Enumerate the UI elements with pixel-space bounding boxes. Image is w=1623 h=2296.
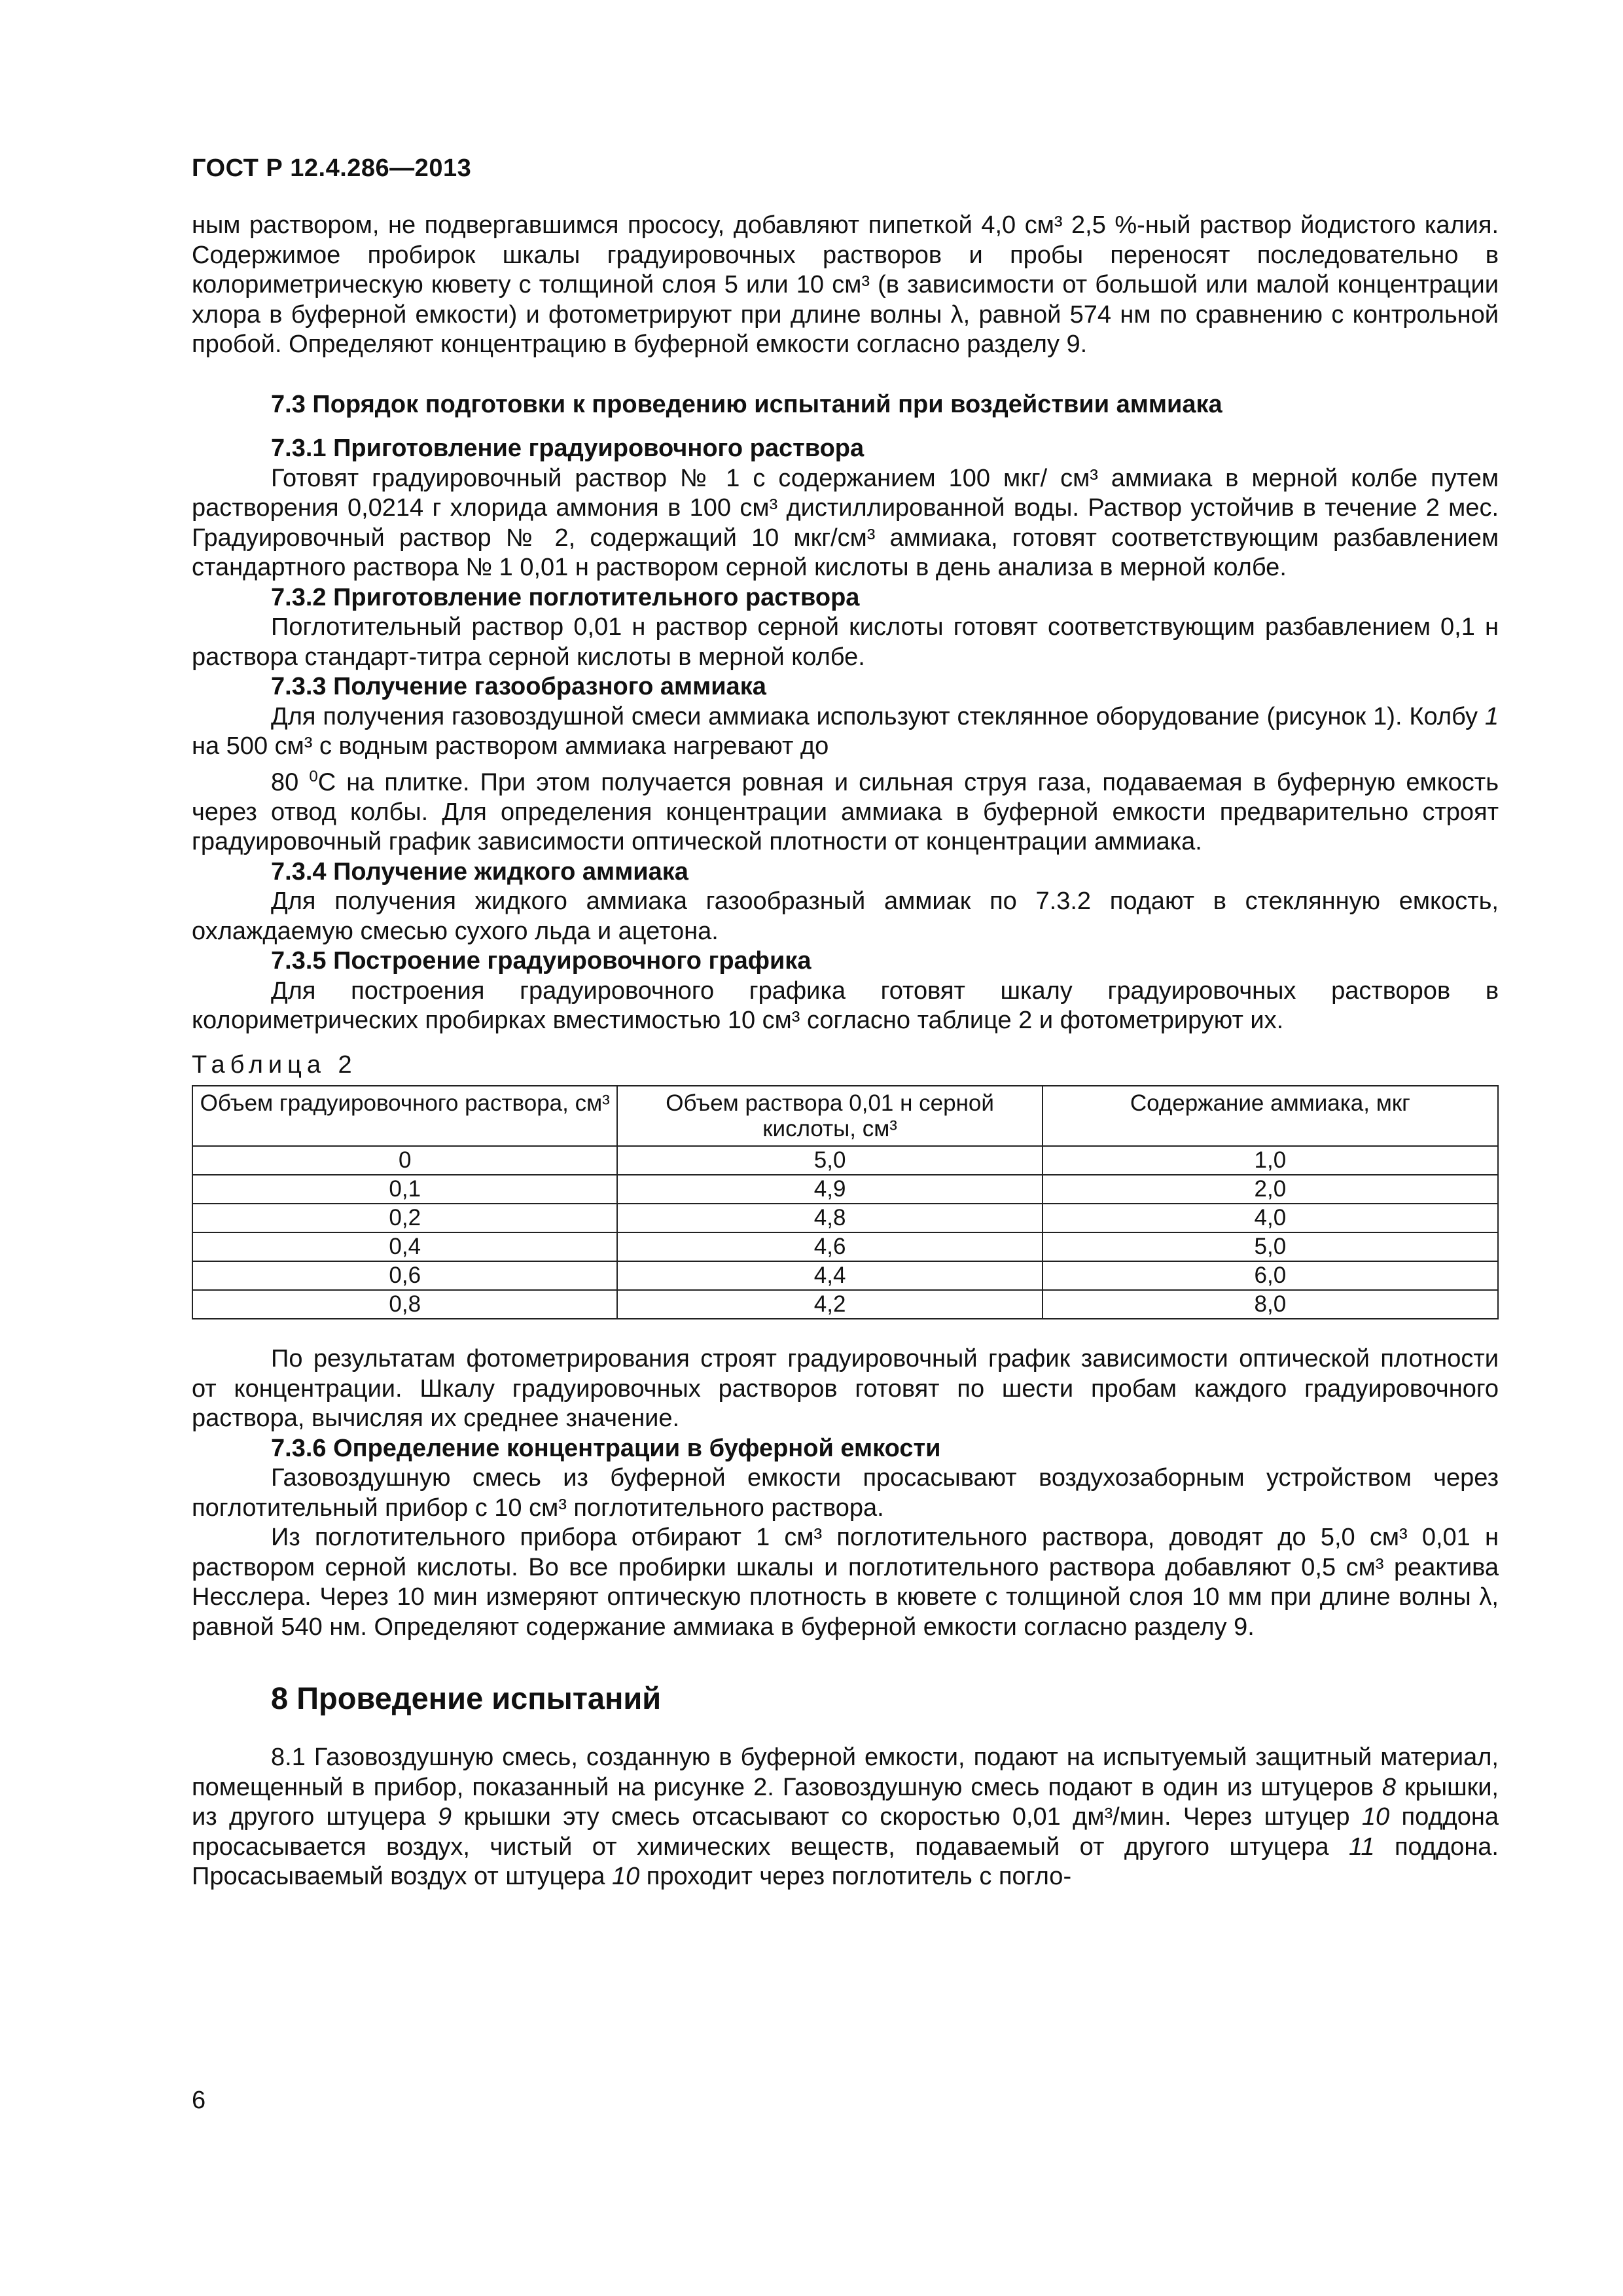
section-7-3-6-heading: 7.3.6 Определение концентрации в буферной емкости bbox=[271, 1434, 941, 1462]
table-header-row bbox=[192, 1086, 1498, 1146]
table-cell: 4,4 bbox=[617, 1261, 1042, 1290]
table-row bbox=[192, 1290, 1498, 1319]
text-fragment: поддона просасывается воздух, чистый от химических веществ, подаваемый от другого штуцера bbox=[192, 1803, 1499, 1861]
table-cell: 8,0 bbox=[1043, 1290, 1498, 1319]
table-cell: 4,0 bbox=[1043, 1204, 1498, 1232]
text-fragment: проходит через поглотитель с погло- bbox=[639, 1863, 1072, 1891]
table-cell: 4,2 bbox=[617, 1290, 1042, 1319]
text-fragment: на 500 см³ с водным раствором аммиака нагревают до bbox=[192, 732, 829, 760]
text-fragment: крышки эту смесь отсасывают со скоростью 0,01 дм³/мин. Через штуцер bbox=[452, 1803, 1362, 1831]
column-header: Объем градуировочного раствора, см³ bbox=[192, 1086, 617, 1146]
page-content bbox=[192, 211, 1499, 1892]
table-cell: 5,0 bbox=[617, 1146, 1042, 1175]
text-fragment: поддона. Просасываемый воздух от штуцера bbox=[192, 1833, 1499, 1891]
section-7-3-5-text: Для построения градуировочного графика готовят шкалу градуировочных растворов в колориметрических пробирках вместимостью 10 см³ согласно таблице 2 и фотометрируют их. bbox=[192, 977, 1499, 1035]
table-cell: 0 bbox=[192, 1146, 617, 1175]
paragraph-continued: ным раствором, не подвергавшимся прососу, добавляют пипеткой 4,0 см³ 2,5 %-ный раствор йодистого калия. Содержимое пробирок шкалы градуировочных растворов и пробы переносят последовательно в колориметрическую кювету с толщиной слоя 5 или 10 см³ (в зависимости от большой или малой концентрации хлора в буферной емкости) и фотометрируют при длине волны λ, равной 574 нм по сравнению с контрольной пробой. Определяют концентрацию в буферной емкости согласно разделу 9. bbox=[192, 211, 1499, 358]
table-cell: 5,0 bbox=[1043, 1232, 1498, 1261]
text-fragment: 8.1 Газовоздушную смесь, созданную в буферной емкости, подают на испытуемый защитный материал, помещенный в прибор, показанный на рисунке 2. Газовоздушную смесь подают в один из штуцеров bbox=[192, 1744, 1499, 1801]
column-header: Объем раствора 0,01 н серной кислоты, см³ bbox=[617, 1086, 1042, 1146]
table-cell: 0,2 bbox=[192, 1204, 617, 1232]
table-2-label: Таблица 2 bbox=[192, 1050, 357, 1079]
table-cell: 2,0 bbox=[1043, 1175, 1498, 1204]
column-header: Содержание аммиака, мкг bbox=[1043, 1086, 1498, 1146]
table-cell: 4,6 bbox=[617, 1232, 1042, 1261]
section-7-3-4-text: Для получения жидкого аммиака газообразный аммиак по 7.3.2 подают в стеклянную емкость, охлаждаемую смесью сухого льда и ацетона. bbox=[192, 888, 1499, 945]
text-fragment: крышки, из другого штуцера bbox=[192, 1773, 1499, 1831]
section-7-3-3-text-2 bbox=[192, 762, 1499, 857]
after-table-text: По результатам фотометрирования строят градуировочный график зависимости оптической плотности от концентрации. Шкалу градуировочных растворов готовят по шести пробам каждого градуировочного раствора, вычисляя их среднее значение. bbox=[192, 1345, 1499, 1433]
section-7-3-3-text-1 bbox=[192, 702, 1499, 762]
table-cell: 0,6 bbox=[192, 1261, 617, 1290]
standard-header: ГОСТ Р 12.4.286—2013 bbox=[192, 154, 472, 182]
table-2 bbox=[192, 1085, 1499, 1319]
table-row bbox=[192, 1261, 1498, 1290]
part-number: 10 bbox=[1361, 1803, 1390, 1831]
table-row bbox=[192, 1175, 1498, 1204]
table-cell: 4,9 bbox=[617, 1175, 1042, 1204]
section-7-3-6-text-1: Газовоздушную смесь из буферной емкости просасывают воздухозаборным устройством через поглотительный прибор с 10 см³ поглотительного раствора. bbox=[192, 1464, 1499, 1522]
table-cell: 6,0 bbox=[1043, 1261, 1498, 1290]
text-fragment: Для получения газовоздушной смеси аммиака используют стеклянное оборудование (рисунок 1). Колбу bbox=[271, 702, 1485, 730]
flask-reference-number: 1 bbox=[1484, 702, 1499, 730]
text-fragment: С на плитке. При этом получается ровная и сильная струя газа, подаваемая в буферную емкость через отвод колбы. Для определения концентрации аммиака в буферной емкости предварительно строят градуировочный график зависимости оптической плотности от концентрации аммиака. bbox=[192, 768, 1499, 856]
part-number: 11 bbox=[1349, 1833, 1375, 1861]
table-cell: 0,4 bbox=[192, 1232, 617, 1261]
section-7-3-6-text-2: Из поглотительного прибора отбирают 1 см³ поглотительного раствора, доводят до 5,0 см³ 0,01 н раствором серной кислоты. Во все пробирки шкалы и поглотительного раствора добавляют 0,5 см³ реактива Несслера. Через 10 мин измеряют оптическую плотность в кювете с толщиной слоя 10 мм при длине волны λ, равной 540 нм. Определяют содержание аммиака в буферной емкости согласно разделу 9. bbox=[192, 1524, 1499, 1641]
temperature-value: 80 bbox=[271, 768, 310, 797]
table-cell: 1,0 bbox=[1043, 1146, 1498, 1175]
table-row bbox=[192, 1146, 1498, 1175]
section-8-1-text bbox=[192, 1743, 1499, 1892]
table-cell: 0,1 bbox=[192, 1175, 617, 1204]
table-cell: 0,8 bbox=[192, 1290, 617, 1319]
part-number: 10 bbox=[611, 1863, 640, 1891]
section-7-3-2-heading: 7.3.2 Приготовление поглотительного раствора bbox=[271, 583, 860, 611]
part-number: 9 bbox=[437, 1803, 452, 1831]
section-7-3-1-heading: 7.3.1 Приготовление градуировочного раствора bbox=[271, 435, 865, 462]
section-7-3-1-text: Готовят градуировочный раствор № 1 с содержанием 100 мкг/ см³ аммиака в мерной колбе путем растворения 0,0214 г хлорида аммония в 100 см³ дистиллированной воды. Раствор устойчив в течение 2 мес. Градуировочный раствор № 2, содержащий 10 мкг/см³ аммиака, готовят соответствующим разбавлением стандартного раствора № 1 0,01 н раствором серной кислоты в день анализа в мерной колбе. bbox=[192, 464, 1499, 581]
section-7-3-heading: 7.3 Порядок подготовки к проведению испытаний при воздействии аммиака bbox=[271, 390, 1222, 418]
page-number: 6 bbox=[192, 2087, 206, 2114]
section-7-3-2-text: Поглотительный раствор 0,01 н раствор серной кислоты готовят соответствующим разбавлением 0,1 н раствора стандарт-титра серной кислоты в мерной колбе. bbox=[192, 613, 1499, 671]
part-number: 8 bbox=[1382, 1773, 1396, 1801]
table-cell: 4,8 bbox=[617, 1204, 1042, 1232]
section-7-3-3-heading: 7.3.3 Получение газообразного аммиака bbox=[271, 673, 766, 700]
section-8-heading: 8 Проведение испытаний bbox=[271, 1681, 662, 1716]
section-7-3-4-heading: 7.3.4 Получение жидкого аммиака bbox=[271, 857, 688, 886]
table-row bbox=[192, 1232, 1498, 1261]
table-row bbox=[192, 1204, 1498, 1232]
degree-superscript: 0 bbox=[309, 767, 318, 785]
section-7-3-5-heading: 7.3.5 Построение градуировочного графика bbox=[271, 947, 812, 975]
